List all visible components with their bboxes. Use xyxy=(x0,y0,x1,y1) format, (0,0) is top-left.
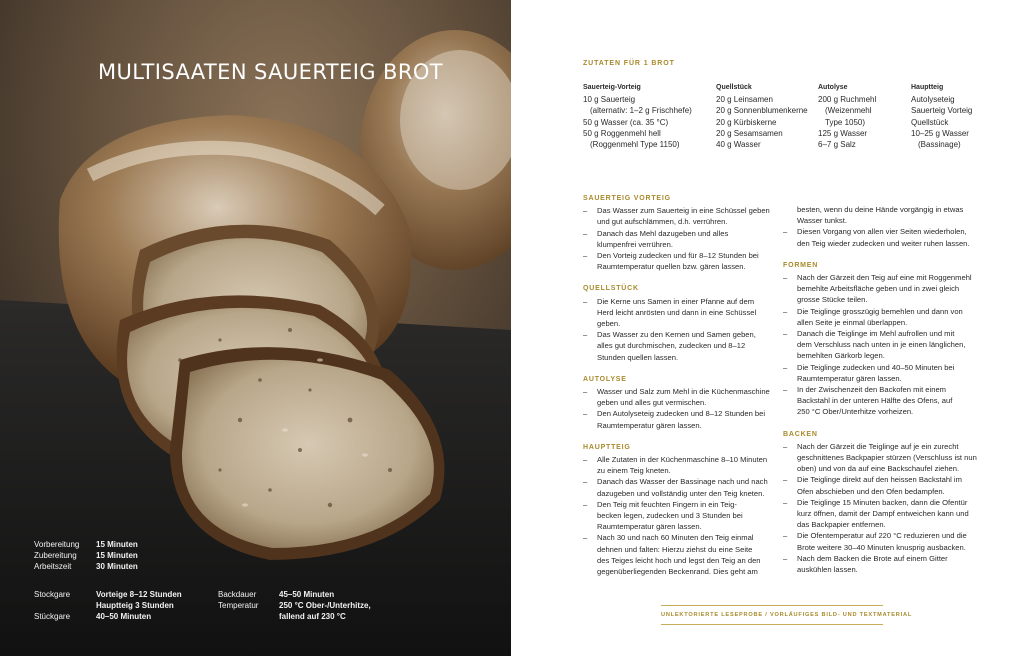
step-line: Den Teig mit feuchten Fingern in ein Teig- xyxy=(597,499,737,509)
step-line: Das Wasser zu den Kernen und Samen geben, xyxy=(597,330,756,340)
step-line: Den Vorteig zudecken und für 8–12 Stunden bei xyxy=(597,251,759,261)
timing-label: Vorbereitung xyxy=(34,540,80,549)
stueckgare-label: Stückgare xyxy=(34,612,71,621)
ingredient-row: 20 g Leinsamen xyxy=(716,95,773,105)
timing-value: 30 Minuten xyxy=(96,562,138,571)
step xyxy=(583,296,779,330)
step-line: Raumtemperatur quellen bzw. gären lassen. xyxy=(597,262,746,272)
step xyxy=(583,499,779,533)
ingredient-row: Autolyseteig xyxy=(911,95,955,105)
step-line: Alle Zutaten in der Küchenmaschine 8–10 Minuten xyxy=(597,455,768,465)
dash: – xyxy=(583,228,588,238)
step xyxy=(783,497,983,531)
timing-value: 15 Minuten xyxy=(96,551,138,560)
ingredient-row: (Weizenmehl xyxy=(825,106,872,116)
timing-gare xyxy=(34,589,214,625)
dash: – xyxy=(783,362,788,372)
step xyxy=(583,250,779,272)
dash: – xyxy=(583,206,588,216)
step-line: Nach der Gärzeit den Teig auf eine mit Roggenmehl xyxy=(797,273,972,283)
backdauer-label: Backdauer xyxy=(218,590,257,599)
ingredient-row: 10–25 g Wasser xyxy=(911,128,969,138)
step-line: dem Verschluss nach unten in je einen länglichen, xyxy=(797,340,966,350)
dash: – xyxy=(783,385,788,395)
dash: – xyxy=(583,409,588,419)
step-line: Herd leicht anrösten und dann in eine Schüssel xyxy=(597,307,757,317)
step-line: geben und alles gut vermischen. xyxy=(597,398,707,408)
step-line: Die Teiglinge zudecken und 40–50 Minuten bei xyxy=(797,362,955,372)
ingredient-row: 10 g Sauerteig xyxy=(583,95,636,105)
timing-label: Zubereitung xyxy=(34,551,77,560)
step xyxy=(583,476,779,498)
ingredient-row: (alternativ: 1–2 g Frischhefe) xyxy=(590,106,692,116)
dash: – xyxy=(783,497,788,507)
step xyxy=(783,226,983,248)
ingredient-row: 125 g Wasser xyxy=(818,128,868,138)
dash: – xyxy=(783,441,788,451)
step-line: geben. xyxy=(597,319,621,329)
dash: – xyxy=(783,306,788,316)
step-line: Stunden quellen lassen. xyxy=(597,352,679,362)
step xyxy=(583,205,779,227)
ingredients-heading: ZUTATEN FÜR 1 BROT xyxy=(583,60,675,67)
step xyxy=(783,328,983,362)
section-heading: QUELLSTÜCK xyxy=(583,285,639,293)
step-line: Backstahl in der unteren Hälfte des Ofens, auf xyxy=(797,396,953,406)
stueckgare-value: 40–50 Minuten xyxy=(96,612,152,621)
ingredient-row: 20 g Sesamsamen xyxy=(716,128,783,138)
step-line: Die Teiglinge direkt auf den heissen Backstahl im xyxy=(797,475,962,485)
ingredient-row: (Bassinage) xyxy=(918,140,961,150)
dash: – xyxy=(583,477,588,487)
step-line: allen Seite je einmal überlappen. xyxy=(797,317,908,327)
step xyxy=(583,228,779,250)
step-line: Wasser und Salz zum Mehl in die Küchenmaschine xyxy=(597,387,770,397)
step-line: Nach dem Backen die Brote auf einem Gitter xyxy=(797,553,948,563)
step-line: Die Kerne uns Samen in einer Pfanne auf dem xyxy=(597,296,755,306)
footer-rule-top xyxy=(661,605,883,606)
step-line: In der Zwischenzeit den Backofen mit einem xyxy=(797,385,946,395)
step-line: Ofen abschieben und den Ofen bedampfen. xyxy=(797,486,945,496)
section-heading: HAUPTTEIG xyxy=(583,443,631,451)
dash: – xyxy=(583,251,588,261)
dash: – xyxy=(783,553,788,563)
ingredient-column xyxy=(818,82,876,150)
step-line: besten, wenn du deine Hände vorgängig in etwas xyxy=(797,205,964,214)
text-page xyxy=(511,0,1020,656)
step-line: Die Ofentemperatur auf 220 °C reduzieren und die xyxy=(797,531,967,541)
backdauer-value: 45–50 Minuten xyxy=(279,590,335,599)
ingredient-column xyxy=(583,82,692,150)
steps-column-left xyxy=(583,193,779,577)
dash: – xyxy=(583,330,588,340)
step-line: zu einem Teig kneten. xyxy=(597,466,671,476)
temperatur-line1: 250 °C Ober-/Unterhitze, xyxy=(279,601,371,610)
step xyxy=(583,408,779,430)
step-line: dehnen und falten: Hierzu ziehst du eine Seite xyxy=(597,544,753,554)
timing-top xyxy=(34,539,234,575)
section-heading: BACKEN xyxy=(783,430,818,438)
footer-rule-bottom xyxy=(661,624,883,625)
ingredient-row: 50 g Roggenmehl hell xyxy=(583,128,661,138)
step-line: Raumtemperatur gären lassen. xyxy=(797,373,902,383)
ingredient-column xyxy=(716,82,808,150)
timing-backen xyxy=(218,589,418,625)
step-line: den Teig wieder zudecken und weiter ruhen lassen. xyxy=(797,238,970,248)
step-line: gegenüberliegenden Beckenrand. Dies geht am xyxy=(597,567,758,577)
ingredient-column-title: Hauptteig xyxy=(911,84,944,91)
step-line: bemehlten Gärkorb legen. xyxy=(797,351,885,361)
step-line: Danach die Teiglinge im Mehl aufrollen und mit xyxy=(797,329,955,339)
footer-note: UNLEKTORIERTE LESEPROBE / VORLÄUFIGES BILD- UND TEXTMATERIAL xyxy=(661,612,913,618)
step-line: Wasser tunkst. xyxy=(797,216,847,226)
step-continuation xyxy=(783,204,983,226)
dash: – xyxy=(783,273,788,283)
step-line: Den Autolyseteig zudecken und 8–12 Stunden bei xyxy=(597,409,766,419)
stockgare-line2: Hauptteig 3 Stunden xyxy=(96,601,174,610)
step xyxy=(583,386,779,408)
temperatur-line2: fallend auf 230 °C xyxy=(279,612,346,621)
dash: – xyxy=(783,227,788,237)
step-line: Raumtemperatur gären lassen. xyxy=(597,522,702,532)
step-line: geschnittenes Backpapier stürzen (Verschluss ist nun xyxy=(797,453,977,463)
step xyxy=(783,384,983,418)
step-line: Das Wasser zum Sauerteig in eine Schüssel geben xyxy=(597,206,770,216)
step xyxy=(783,362,983,384)
ingredient-row: Type 1050) xyxy=(825,117,866,127)
dash: – xyxy=(583,499,588,509)
dash: – xyxy=(783,531,788,541)
step-line: kurz öffnen, damit der Dampf entweichen kann und xyxy=(797,509,969,519)
step-line: auskühlen lassen. xyxy=(797,565,858,575)
steps-column-right xyxy=(783,204,983,575)
step-line: becken legen, zudecken und 3 Stunden bei xyxy=(597,511,743,521)
step-line: klumpenfrei verrühren. xyxy=(597,239,673,249)
section-heading: FORMEN xyxy=(783,261,819,269)
step xyxy=(783,474,983,496)
step xyxy=(583,329,779,363)
step-line: Brote weitere 30–40 Minuten knusprig ausbacken. xyxy=(797,542,966,552)
dash: – xyxy=(783,329,788,339)
timing-value: 15 Minuten xyxy=(96,540,138,549)
step xyxy=(783,441,983,475)
section-heading: SAUERTEIG VORTEIG xyxy=(583,195,671,202)
step-line: Nach der Gärzeit die Teiglinge auf je ein zurecht xyxy=(797,441,959,451)
dash: – xyxy=(583,387,588,397)
step-line: Diesen Vorgang von allen vier Seiten wiederholen, xyxy=(797,227,967,237)
stockgare-line1: Vorteige 8–12 Stunden xyxy=(96,590,182,599)
dash: – xyxy=(583,296,588,306)
ingredient-row: 50 g Wasser (ca. 35 °C) xyxy=(583,117,669,127)
ingredient-column-title: Sauerteig-Vorteig xyxy=(583,84,641,91)
dash: – xyxy=(783,475,788,485)
ingredient-row: 40 g Wasser xyxy=(716,140,761,150)
step-line: Raumtemperatur gären lassen. xyxy=(597,420,702,430)
step-line: alles gut durchmischen, zudecken und 8–12 xyxy=(597,341,746,351)
step-line: oben) und von da auf eine Backschaufel ziehen. xyxy=(797,464,960,474)
ingredient-row: (Roggenmehl Type 1150) xyxy=(590,140,680,150)
ingredient-column xyxy=(911,82,972,150)
ingredient-row: 6–7 g Salz xyxy=(818,140,856,150)
step-line: Die Teiglinge grosszügig bemehlen und dann von xyxy=(797,306,963,316)
step-line: Danach das Mehl dazugeben und alles xyxy=(597,228,729,238)
section-heading: AUTOLYSE xyxy=(583,375,627,383)
ingredient-row: Sauerteig Vorteig xyxy=(911,106,973,116)
ingredient-column-title: Quellstück xyxy=(716,84,752,91)
step-line: das Backpapier entfernen. xyxy=(797,520,886,530)
ingredient-row: Quellstück xyxy=(911,117,949,127)
stockgare-label: Stockgare xyxy=(34,590,71,599)
step xyxy=(783,272,983,306)
dash: – xyxy=(583,455,588,465)
ingredient-row: 20 g Sonnenblumenkerne xyxy=(716,106,808,116)
step-line: 250 °C Ober/Unterhitze vorheizen. xyxy=(797,407,914,417)
timing-label: Arbeitszeit xyxy=(34,562,72,571)
step xyxy=(583,454,779,476)
step-line: Danach das Wasser der Bassinage nach und nach xyxy=(597,477,768,487)
step-line: bemehlte Arbeitsfläche geben und in zwei gleich xyxy=(797,284,960,294)
step xyxy=(783,306,983,328)
ingredient-row: 200 g Ruchmehl xyxy=(818,95,877,105)
recipe-title: MULTISAATEN SAUERTEIG BROT xyxy=(98,60,443,84)
step xyxy=(583,532,779,577)
step-line: Nach 30 und nach 60 Minuten den Teig einmal xyxy=(597,533,754,543)
step-line: Die Teiglinge 15 Minuten backen, dann die Ofentür xyxy=(797,497,968,507)
step-line: und gut aufschlämmen, d.h. verrühren. xyxy=(597,217,728,227)
temperatur-label: Temperatur xyxy=(218,601,259,610)
ingredient-row: 20 g Kürbiskerne xyxy=(716,117,777,127)
step-line: des Teiges leicht hoch und legst den Teig an den xyxy=(597,555,761,565)
step xyxy=(783,553,983,575)
step xyxy=(783,530,983,552)
step-line: grosse Stücke teilen. xyxy=(797,295,868,305)
dash: – xyxy=(583,533,588,543)
ingredient-column-title: Autolyse xyxy=(818,84,848,91)
step-line: dazugeben und vollständig unter den Teig kneten. xyxy=(597,488,765,498)
